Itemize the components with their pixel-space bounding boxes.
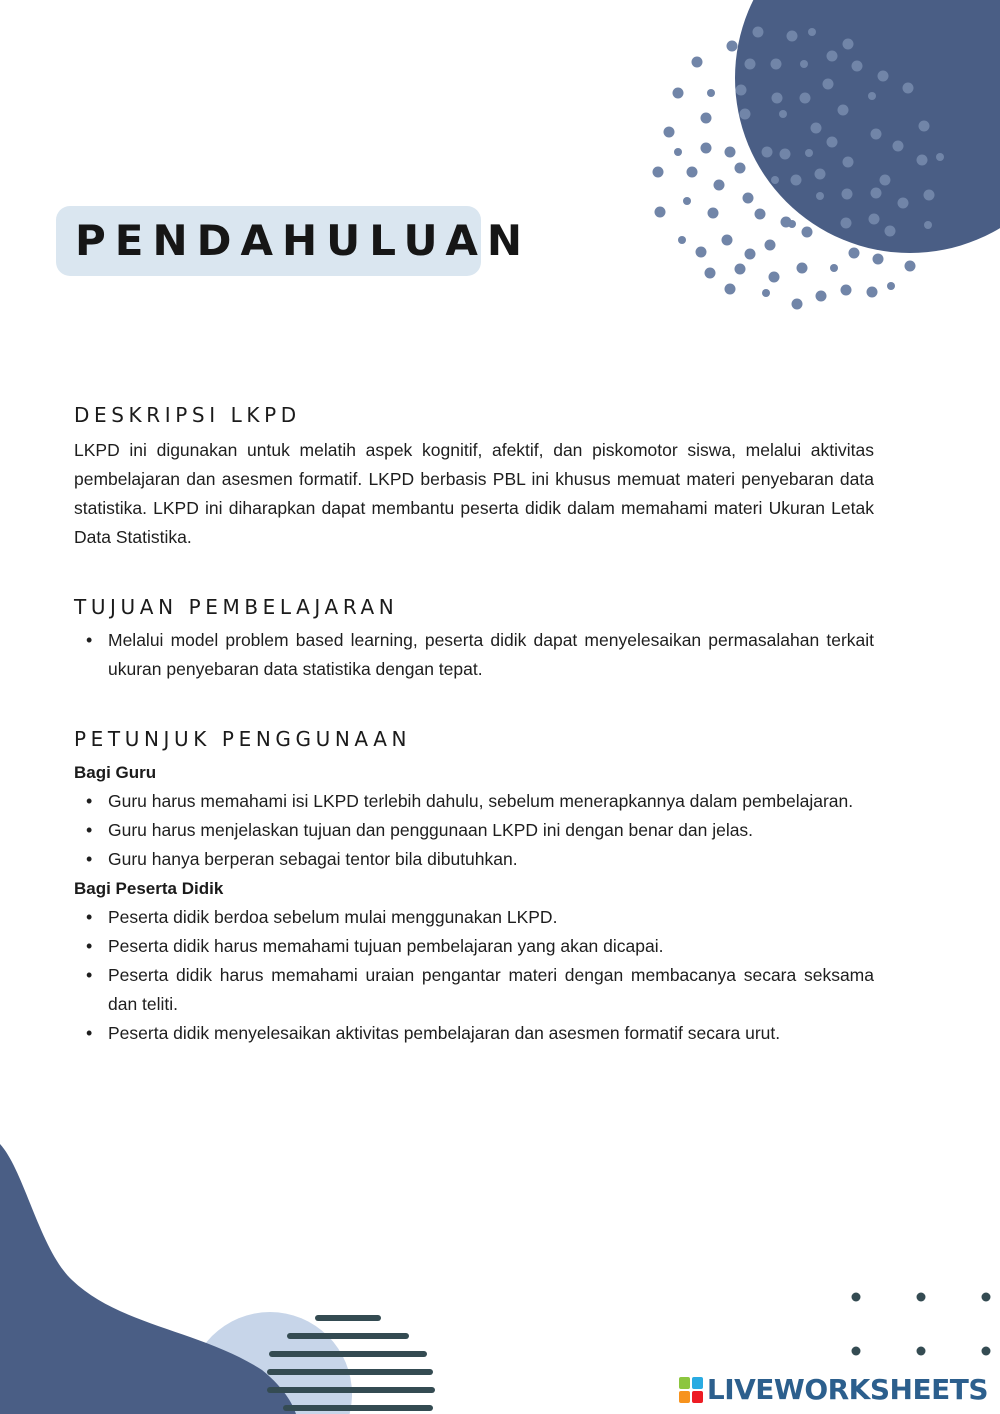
decor-dot [868, 92, 876, 100]
decor-dot [788, 220, 796, 228]
decor-dot [792, 299, 803, 310]
list-item: • Peserta didik harus memahami tujuan pembelajaran yang akan dicapai. [74, 932, 874, 961]
decor-dot [743, 193, 754, 204]
decor-dot [898, 198, 909, 209]
decor-dot [655, 207, 666, 218]
page-title: PENDAHULUAN [75, 216, 531, 265]
decor-dot [771, 176, 779, 184]
section-petunjuk [74, 726, 874, 1048]
decor-dot [736, 85, 747, 96]
decor-dot [762, 147, 773, 158]
decor-dot [683, 197, 691, 205]
decor-dot [725, 147, 736, 158]
decor-dot [708, 208, 719, 219]
decor-dot [725, 284, 736, 295]
blob-shape [0, 1144, 296, 1414]
decor-dot [714, 180, 725, 191]
decor-dot [871, 188, 882, 199]
decor-dot [852, 61, 863, 72]
decor-dot [841, 285, 852, 296]
decor-dot [936, 153, 944, 161]
peserta-didik-list [74, 903, 874, 1048]
decor-dot [905, 261, 916, 272]
decor-dot [800, 60, 808, 68]
decor-dot [827, 51, 838, 62]
decor-dot [762, 289, 770, 297]
section-deskripsi [74, 402, 874, 552]
decor-dot [735, 264, 746, 275]
decor-dot [705, 268, 716, 279]
decor-dot [838, 105, 849, 116]
decor-dot [745, 249, 756, 260]
section-heading-deskripsi: DESKRIPSI LKPD [74, 403, 301, 427]
decor-dot [887, 282, 895, 290]
decor-dot [765, 240, 776, 251]
decor-dot [849, 248, 860, 259]
decor-dot [779, 110, 787, 118]
decor-dot [816, 291, 827, 302]
decor-dot [873, 254, 884, 265]
decor-dot [880, 175, 891, 186]
decor-dot [800, 93, 811, 104]
top-right-decoration [600, 0, 1000, 330]
decor-dot [735, 163, 746, 174]
decor-dot [787, 31, 798, 42]
list-item: • Guru harus memahami isi LKPD terlebih dahulu, sebelum menerapkannya dalam pembelajaran. [74, 787, 874, 816]
list-item: • Peserta didik berdoa sebelum mulai menggunakan LKPD. [74, 903, 874, 932]
decor-dot [802, 227, 813, 238]
decor-dot [674, 148, 682, 156]
decor-dot [903, 83, 914, 94]
decor-dot [692, 57, 703, 68]
decor-dot [871, 129, 882, 140]
list-item: • Guru hanya berperan sebagai tentor bila dibutuhkan. [74, 845, 874, 874]
decor-dot [673, 88, 684, 99]
tujuan-list [74, 626, 874, 684]
section-heading-petunjuk: PETUNJUK PENGGUNAAN [74, 727, 412, 751]
decor-dot [653, 167, 664, 178]
decor-dot [843, 39, 854, 50]
decor-dot [769, 272, 780, 283]
list-item: • Melalui model problem based learning, peserta didik dapat menyelesaikan permasalahan terkait ukuran penyebaran data statistika dengan tepat. [74, 626, 874, 684]
decor-dot [893, 141, 904, 152]
guru-list [74, 787, 874, 874]
list-item: • Peserta didik menyelesaikan aktivitas pembelajaran dan asesmen formatif secara urut. [74, 1019, 874, 1048]
decor-dot [924, 221, 932, 229]
subheading-guru: Bagi Guru [74, 763, 157, 782]
decor-dot [780, 149, 791, 160]
decor-dot [687, 167, 698, 178]
bottom-right-dots [840, 1280, 1000, 1370]
decor-dot [791, 175, 802, 186]
deskripsi-paragraph: LKPD ini digunakan untuk melatih aspek kognitif, afektif, dan piskomotor siswa, melalui aktivitas pembelajaran dan asesmen formatif. LKPD berbasis PBL ini khusus memuat materi penyebaran data statistika. LKPD ini diharapkan dapat membantu peserta didik dalam memahami materi Ukuran Letak Data Statistika. [74, 440, 874, 547]
decor-dot [707, 89, 715, 97]
decor-dot [841, 218, 852, 229]
section-tujuan [74, 594, 874, 684]
decor-dot [797, 263, 808, 274]
decor-dot [867, 287, 878, 298]
decor-dot [772, 93, 783, 104]
decor-circle [735, 0, 1000, 253]
decor-dot [701, 143, 712, 154]
section-heading-tujuan: TUJUAN PEMBELAJARAN [74, 595, 399, 619]
decor-dot [722, 235, 733, 246]
decor-dot [740, 109, 751, 120]
decor-dot [878, 71, 889, 82]
decor-dot [755, 209, 766, 220]
list-item: • Guru harus menjelaskan tujuan dan penggunaan LKPD ini dengan benar dan jelas. [74, 816, 874, 845]
decor-dot [771, 59, 782, 70]
decor-dot [885, 226, 896, 237]
decor-dot [753, 27, 764, 38]
decor-dot [811, 123, 822, 134]
decor-dot [816, 192, 824, 200]
decor-dot [727, 41, 738, 52]
decor-dot [842, 189, 853, 200]
decor-dot [823, 79, 834, 90]
brand-name: LIVEWORKSHEETS [706, 1373, 988, 1406]
decor-dot [869, 214, 880, 225]
decor-dot [664, 127, 675, 138]
decor-dot [805, 149, 813, 157]
decor-dot [924, 190, 935, 201]
decor-dot [843, 157, 854, 168]
logo-icon [679, 1377, 703, 1403]
liveworksheets-logo[interactable] [679, 1374, 988, 1406]
decor-dot [827, 137, 838, 148]
decor-dot [678, 236, 686, 244]
subheading-peserta-didik: Bagi Peserta Didik [74, 879, 224, 898]
decor-dot [815, 169, 826, 180]
bottom-left-decoration [0, 1130, 460, 1414]
decor-dot [745, 59, 756, 70]
decor-dot [917, 155, 928, 166]
decor-dot [696, 247, 707, 258]
list-item: • Peserta didik harus memahami uraian pengantar materi dengan membacanya secara seksama dan teliti. [74, 961, 874, 1019]
decor-dot [701, 113, 712, 124]
decor-dot [830, 264, 838, 272]
decor-dot [919, 121, 930, 132]
decor-dot [808, 28, 816, 36]
